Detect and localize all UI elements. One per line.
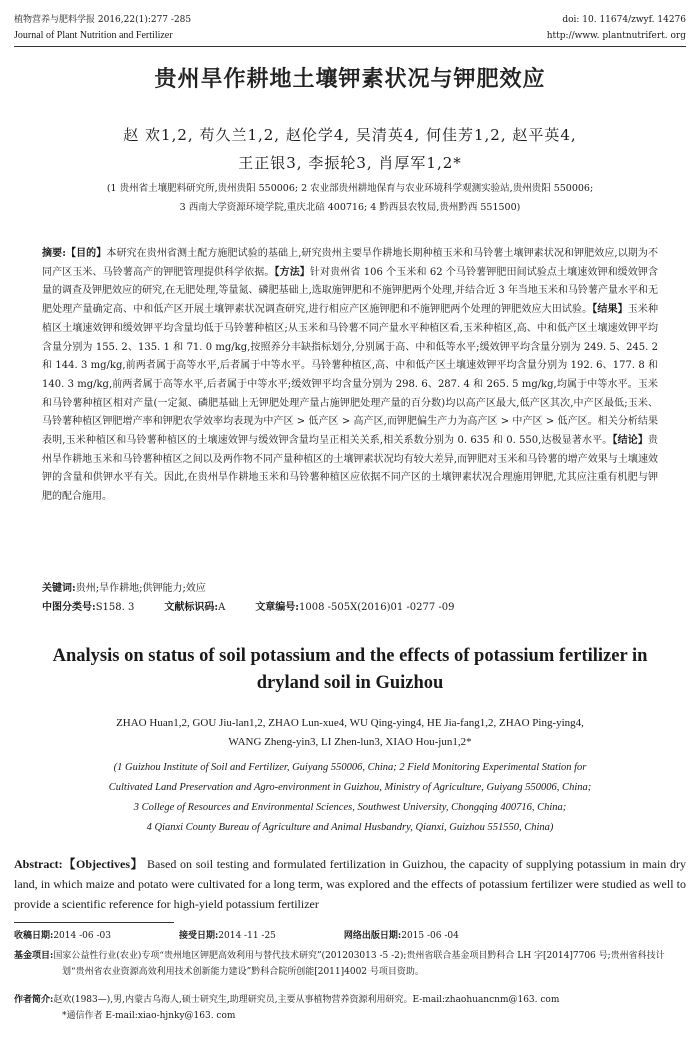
objective-tag: 【目的】	[65, 248, 107, 259]
abstract-en	[14, 854, 686, 914]
abstract-en-label: Abstract:	[14, 857, 63, 871]
objective-text: 本研究在贵州省测土配方施肥试验的基础上,研究贵州主要旱作耕地长期种植玉米和马铃薯土壤钾素状况和钾肥效应,以期为不同产区玉米、马铃薯高产的钾肥管理提供科学依据。	[42, 248, 658, 278]
fund-footnote	[14, 948, 686, 980]
method-text: 针对贵州省 106 个玉米和 62 个马铃薯钾肥田间试验点土壤速效钾和缓效钾含量的调查及钾肥效应的研究,在无肥处理,等量氮、磷肥基础上,选取施钾肥和不施钾肥两个处理,并结合近 3 年当地玉米和马铃薯产量水平和无肥处理产量确定高、中和低产区开展土壤钾素状况调查研究,进行相应产区施钾肥和不施钾肥两个处理的钾肥效应大田试验。	[42, 266, 659, 316]
corresponding-author: *通信作者 E-mail:xiao-hjnky@163. com	[62, 1011, 236, 1021]
affiliations-en-line2: Cultivated Land Preservation and Agro-environment in Guizhou, Ministry of Agriculture, Guiyang 550006, China;	[108, 782, 592, 793]
header-divider	[14, 46, 686, 47]
result-tag: 【结果】	[592, 304, 628, 316]
dates-row	[14, 928, 686, 944]
running-header-en	[14, 30, 686, 42]
affiliations-cn-line2: 3 西南大学资源环境学院,重庆北碚 400716; 4 黔西县农牧局,贵州黔西 551500)	[179, 202, 521, 213]
method-tag: 【方法】	[274, 266, 310, 278]
affiliations-en-line4: 4 Qianxi County Bureau of Agriculture and Animal Husbandry, Qianxi, Guizhou 551550, China)	[146, 822, 554, 833]
keywords-text: 贵州;旱作耕地;供钾能力;效应	[75, 583, 206, 594]
journal-name-en: Journal of Plant Nutrition and Fertilizer	[14, 30, 173, 41]
online-label: 网络出版日期:	[343, 931, 402, 941]
accepted-date: 2014 -11 -25	[218, 931, 276, 941]
doc-code-value: A	[218, 602, 226, 613]
paper-title-en: Analysis on status of soil potassium and the effects of potassium fertilizer in dryland soil in Guizhou	[52, 646, 648, 693]
authors-en-line1: ZHAO Huan1,2, GOU Jiu-lan1,2, ZHAO Lun-xue4, WU Qing-ying4, HE Jia-fang1,2, ZHAO Ping-ying4,	[116, 717, 584, 729]
fund-text: 国家公益性行业(农业)专项“贵州地区钾肥高效利用与替代技术研究”(201203013 -5 -2);贵州省联合基金项目黔科合 LH 字[2014]7706 号;贵州省科技计划“贵州省农业资源高效利用技术创新能力建设”黔科合院所创能[2011]4002 号项目资助。	[53, 951, 665, 977]
authors-en-line2: WANG Zheng-yin3, LI Zhen-lun3, XIAO Hou-jun1,2*	[228, 736, 472, 748]
doc-code-label: 文献标识码:	[164, 602, 219, 613]
affiliations-en-line3: 3 College of Resources and Environmental Sciences, Southwest University, Chongqing 400716, China;	[133, 802, 567, 813]
affiliations-en	[0, 758, 700, 838]
author-footnote	[14, 992, 686, 1024]
paper-title-cn: 贵州旱作耕地土壤钾素状况与钾肥效应	[154, 66, 546, 92]
journal-citation-cn: 植物营养与肥料学报 2016,22(1):277 -285	[14, 15, 192, 25]
abstract-en-text: Based on soil testing and formulated fertilization in Guizhou, the capacity of supplying potassium in main dry land, in which maize and potato were cultivated for a long term, was explored and the effects of potassium fertilizer were studied as well to provide a scientific reference for high-yield potassium fertilizer	[14, 857, 687, 911]
author-bio-text: 赵欢(1983—),男,内蒙古乌海人,硕士研究生,助理研究员,主要从事植物营养资源利用研究。E-mail:zhaohuancnm@163. com	[53, 995, 560, 1005]
result-text: 玉米种植区土壤速效钾和缓效钾平均含量均低于马铃薯种植区;从玉米和马铃薯不同产量水平种植区看,玉米种植区,高、中和低产区土壤速效钾平均含量分别为 155. 2、135. 1 和 71. 0 mg/kg,按照养分丰缺指标划分,分别属于高、中和低等水平;缓效钾平均含量分别为 249. 5、245. 2 和 144. 3 mg/kg,前两者属于高等水平,后者属于中等水平。马铃薯种植区,高、中和低产区土壤速效钾平均含量分别为 192. 6、177. 8 和 140. 3 mg/kg,前两者属于高等水平,后者属于中等水平;缓效钾平均含量分别为 298. 6、287. 4 和 265. 5 mg/kg,均属于中等水平。玉米和马铃薯种植区相对产量(一定氮、磷肥基础上无钾肥处理产量占施钾肥处理产量的百分数)均以高产区最大,低产区其次,中产区最低;玉米、马铃薯种植区钾肥增产率和钾肥农学效率均表现为中产区 > 低产区 > 高产区,而钾肥偏生产力为高产区 > 中产区 > 低产区。相关分析结果表明,玉米种植区和马铃薯种植区的土壤速效钾与缓效钾含量均呈正相关关系,相关系数分别为 0. 635 和 0. 550,达极显著水平。	[42, 304, 659, 447]
classification-row	[42, 599, 658, 617]
abstract-cn	[42, 245, 658, 507]
affiliations-cn-line1: (1 贵州省土壤肥料研究所,贵州贵阳 550006; 2 农业部贵州耕地保育与农业环境科学观测实验站,贵州贵阳 550006;	[106, 183, 594, 194]
author-bio-label: 作者简介:	[14, 995, 54, 1005]
article-id-label: 文章编号:	[255, 602, 300, 613]
authors-cn-line2: 王正银3, 李振轮3, 肖厚军1,2*	[238, 154, 462, 172]
journal-url[interactable]: http://www. plantnutrifert. org	[546, 31, 686, 41]
received-date: 2014 -06 -03	[53, 931, 111, 941]
online-date: 2015 -06 -04	[401, 931, 459, 941]
running-header	[14, 14, 686, 26]
affiliations-en-line1: (1 Guizhou Institute of Soil and Fertilizer, Guiyang 550006, China; 2 Field Monitoring Experimental Station for	[113, 762, 587, 773]
clc-value: S158. 3	[95, 602, 135, 613]
footnote-divider	[14, 922, 174, 923]
conclusion-text: 贵州旱作耕地玉米和马铃薯种植区之间以及两作物不同产量种植区的土壤钾素状况均有较大差异,而钾肥对玉米和马铃薯的增产效果与土壤速效钾的含量和供钾水平有关。因此,在贵州旱作耕地玉米和马铃薯种植区应依据不同产区的土壤钾素状况合理施用钾肥,尤其应注重有机肥与钾肥的配合施用。	[42, 435, 659, 503]
received-label: 收稿日期:	[14, 931, 54, 941]
objectives-en-tag: 【Objectives】	[62, 857, 144, 871]
article-id-value: 1008 -505X(2016)01 -0277 -09	[299, 602, 455, 613]
conclusion-tag: 【结论】	[612, 435, 649, 447]
authors-cn-line1: 赵 欢1,2, 苟久兰1,2, 赵伦学4, 吴清英4, 何佳芳1,2, 赵平英4,	[123, 126, 577, 144]
doi[interactable]: doi: 10. 11674/zwyf. 14276	[562, 15, 686, 25]
abstract-cn-label: 摘要:	[42, 248, 66, 259]
clc-label: 中图分类号:	[42, 602, 96, 613]
fund-label: 基金项目:	[14, 951, 54, 961]
accepted-label: 接受日期:	[178, 931, 219, 941]
keywords	[42, 580, 658, 598]
keywords-label: 关键词:	[42, 583, 76, 594]
